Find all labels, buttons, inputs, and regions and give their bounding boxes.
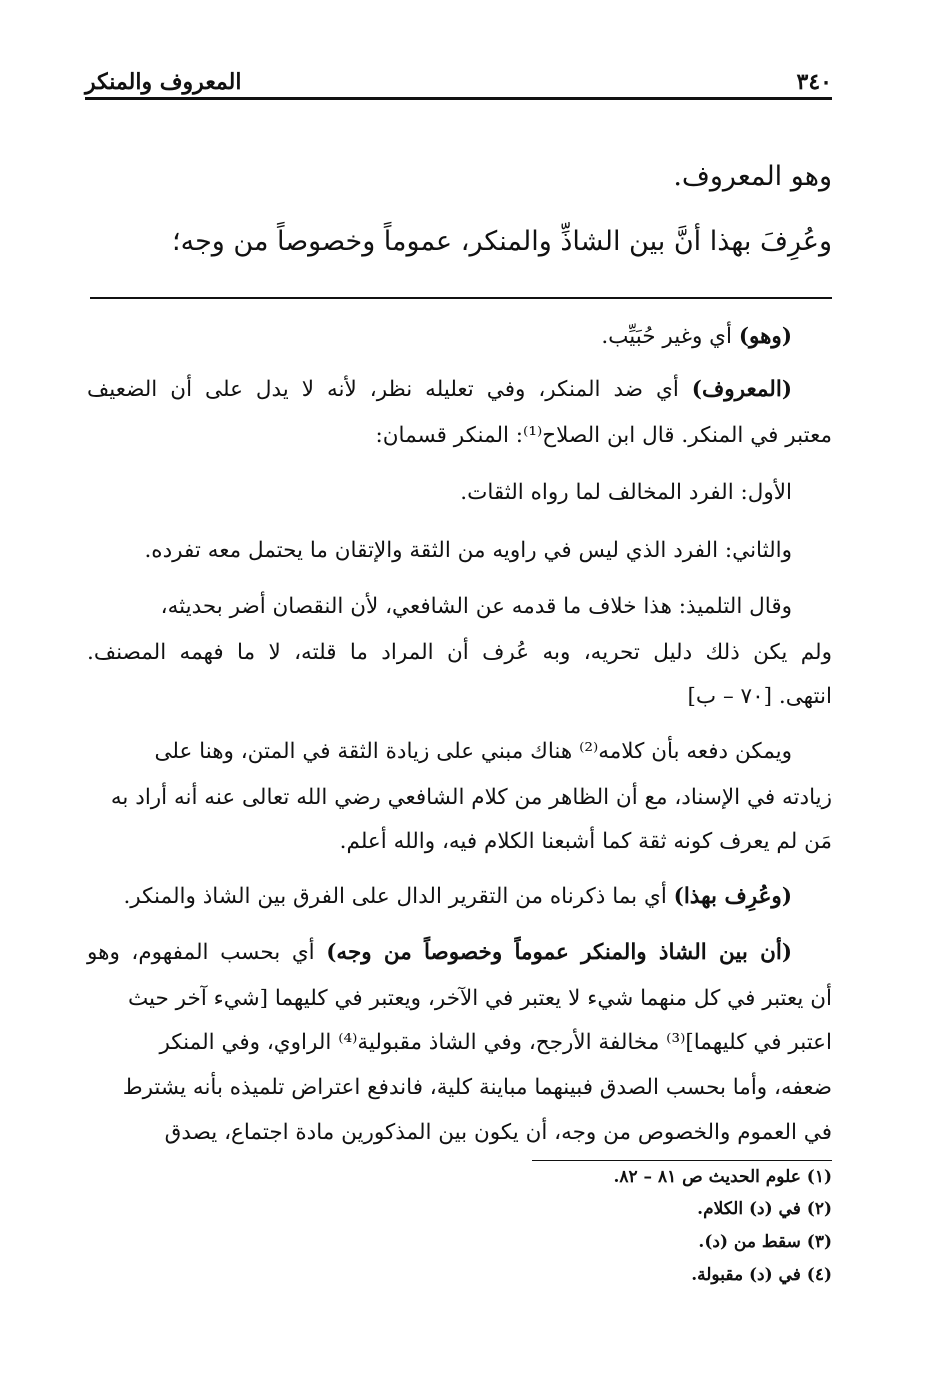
sharh-line: والثاني: الفرد الذي ليس في راويه من الثقة والإتقان ما يحتمل معه تفرده.	[144, 538, 792, 563]
sharh-text: أي بحسب المفهوم، وهو	[87, 940, 327, 965]
sharh-line: انتهى. [٧٠ – ب]	[687, 684, 832, 709]
sharh-line: ضعفه، وأما بحسب الصدق فبينهما مباينة كلية، فاندفع اعتراض تلميذه بأنه يشترط	[122, 1075, 832, 1100]
sharh-paragraph	[62, 324, 792, 351]
sharh-term: (المعروف)	[691, 377, 792, 402]
sharh-paragraph	[87, 940, 792, 967]
sharh-line: اعتبر في كليهما]⁽³⁾ مخالفة الأرجح، وفي الشاذ مقبولية⁽⁴⁾ الراوي، وفي المنكر	[159, 1030, 832, 1055]
sharh-line: ويمكن دفعه بأن كلامه⁽²⁾ هناك مبني على زيادة الثقة في المتن، وهنا على	[154, 739, 792, 764]
footnote: (٢) في (د) الكلام.	[697, 1199, 832, 1219]
page-header	[85, 55, 832, 95]
page-number: ٣٤٠	[796, 69, 832, 95]
footnote: (٤) في (د) مقبولة.	[691, 1265, 832, 1285]
sharh-term: (أن بين الشاذ والمنكر عموماً وخصوصاً من وجه)	[326, 940, 793, 965]
sharh-term: (وعُرِف بهذا)	[673, 884, 792, 909]
running-title: المعروف والمنكر	[85, 69, 242, 95]
sharh-line: معتبر في المنكر. قال ابن الصلاح⁽¹⁾: المنكر قسمان:	[375, 423, 832, 448]
header-rule	[85, 97, 832, 100]
matn-line: وهو المعروف.	[673, 161, 832, 192]
sharh-line: وقال التلميذ: هذا خلاف ما قدمه عن الشافعي، لأن النقصان أضر بحديثه،	[160, 594, 792, 619]
footnote-separator	[532, 1160, 832, 1161]
matn-line: وعُرِفَ بهذا أنَّ بين الشاذِّ والمنكر، عموماً وخصوصاً من وجه؛	[172, 226, 832, 257]
sharh-line: مَن لم يعرف كونه ثقة كما أشبعنا الكلام فيه، والله أعلم.	[339, 829, 832, 854]
sharh-text: أي ضد المنكر، وفي تعليله نظر، لأنه لا يدل على أن الضعيف	[87, 377, 692, 402]
matn-sharh-separator	[90, 297, 832, 299]
sharh-line: أن يعتبر في كل منهما شيء لا يعتبر في الآخر، ويعتبر في كليهما [شيء آخر حيث	[127, 986, 832, 1011]
footnote: (١) علوم الحديث ص ٨١ – ٨٢.	[613, 1167, 832, 1187]
sharh-term: (وهو)	[738, 324, 792, 349]
sharh-text: أي وغير حُبَيِّب.	[601, 324, 739, 349]
sharh-paragraph	[87, 377, 792, 404]
footnote: (٣) سقط من (د).	[698, 1232, 832, 1252]
sharh-line: ولم يكن ذلك دليل تحريه، وبه عُرف أن المراد ما قلته، لا ما فهمه المصنف.	[87, 640, 832, 665]
sharh-line: زيادته في الإسناد، مع أن الظاهر من كلام الشافعي رضي الله تعالى عنه أنه أراد به	[110, 785, 832, 810]
sharh-line: الأول: الفرد المخالف لما رواه الثقات.	[460, 480, 792, 505]
sharh-line: في العموم والخصوص من وجه، أن يكون بين المذكورين مادة اجتماع، يصدق	[164, 1120, 832, 1145]
sharh-paragraph	[62, 884, 792, 911]
sharh-text: أي بما ذكرناه من التقرير الدال على الفرق بين الشاذ والمنكر.	[123, 884, 674, 909]
